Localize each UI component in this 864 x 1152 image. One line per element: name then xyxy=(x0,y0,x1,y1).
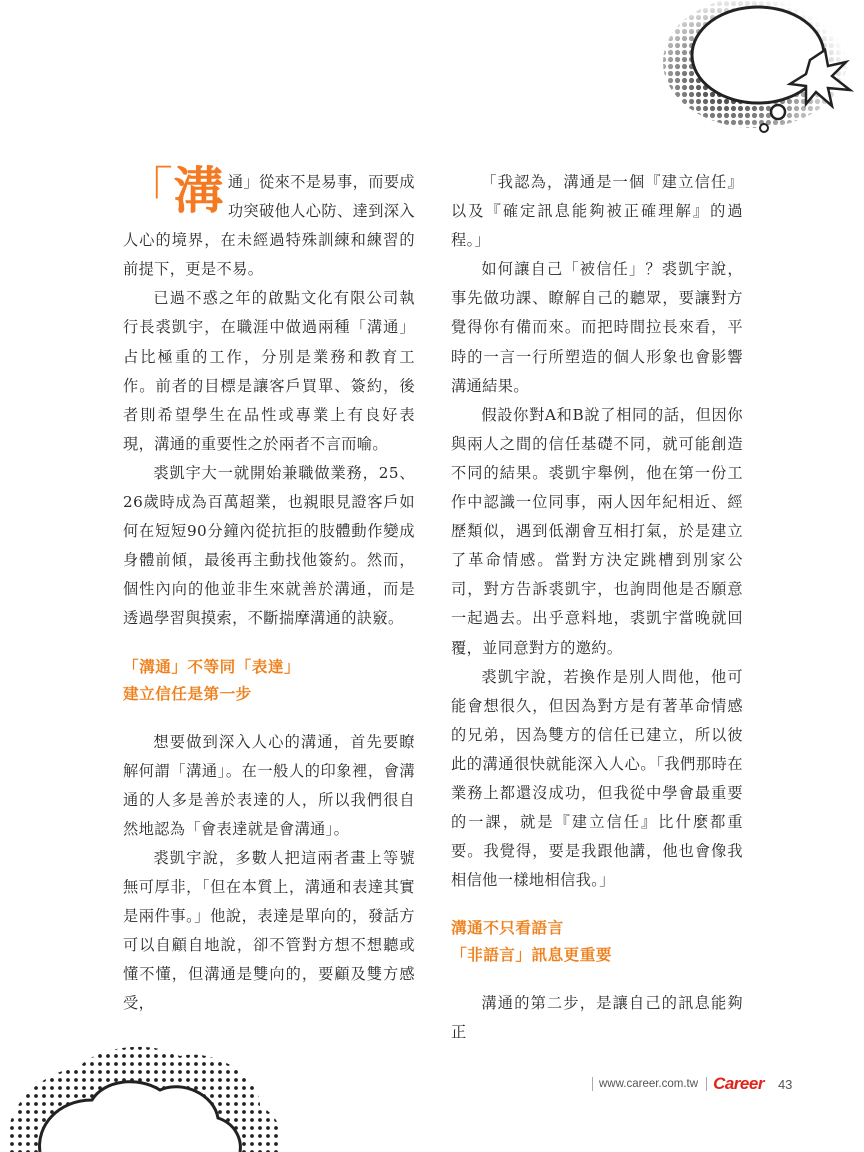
footer-url: www.career.com.tw xyxy=(599,1078,699,1090)
article-paragraph: 溝通的第二步，是讓自己的訊息能夠正 xyxy=(451,994,743,1042)
page-number: 43 xyxy=(777,1076,793,1092)
section-heading-line: 溝通不只看語言 xyxy=(451,919,564,938)
article-paragraph: 想要做到深入人心的溝通，首先要瞭解何謂「溝通」。在一般人的印象裡，會溝通的人多是善於表達的人，所以我們很自然地認為「會表達就是會溝通」。 xyxy=(123,732,415,838)
section-heading-line: 建立信任是第一步 xyxy=(123,684,252,703)
footer-divider xyxy=(592,1077,593,1091)
section-heading xyxy=(451,915,743,969)
article-column-right xyxy=(451,168,743,1048)
article-paragraph: 裘凱宇說，若換作是別人問他，他可能會想很久，但因為對方是有著革命情感的兄弟，因為雙方的信任已建立，所以彼此的溝通很快就能深入人心。「我們那時在業務上都還沒成功，但我從中學會最重要的一課，就是『建立信任』比什麼都重要。我覺得，要是我跟他講，他也會像我相信他一樣地相信我。」 xyxy=(451,667,743,890)
drop-cap: 「溝 xyxy=(123,162,224,220)
article-paragraph: 假設你對A和B說了相同的話，但因你與兩人之間的信任基礎不同，就可能創造不同的結果。裘凱宇舉例，他在第一份工作中認識一位同事，兩人因年紀相近、經歷類似，遇到低潮會互相打氣，於是建立了革命情感。當對方決定跳槽到別家公司，對方告訴裘凱宇，也詢問他是否願意一起過去。出乎意料地，裘凱宇當晚就回覆，並同意對方的邀約。 xyxy=(451,405,743,657)
article-paragraph: 如何讓自己「被信任」？裘凱宇說，事先做功課、瞭解自己的聽眾，要讓對方覺得你有備而來。而把時間拉長來看，平時的一言一行所塑造的個人形象也會影響溝通結果。 xyxy=(451,260,743,395)
cloud-halftone-decoration xyxy=(0,1036,290,1152)
article-paragraph: 「我認為，溝通是一個『建立信任』以及『確定訊息能夠被正確理解』的過程。」 xyxy=(451,173,743,250)
section-heading-line: 「溝通」不等同「表達」 xyxy=(123,657,301,676)
article-paragraph: 裘凱宇大一就開始兼職做業務，25、26歲時成為百萬超業，也親眼見證客戶如何在短短90分鐘內從抗拒的肢體動作變成身體前傾，最後再主動找他簽約。然而，個性內向的他並非生來就善於溝通，而是透過學習與摸索，不斷揣摩溝通的訣竅。 xyxy=(123,463,415,628)
article-paragraph: 「溝 通」從來不是易事，而要成功突破他人心防、達到深入人心的境界，在未經過特殊訓練和練習的前提下，更是不易。 xyxy=(123,162,415,279)
footer-divider xyxy=(706,1077,707,1091)
speech-bubble-halftone-decoration xyxy=(660,0,864,150)
brand-logo: Career xyxy=(713,1074,764,1093)
article-column-left xyxy=(123,162,415,1018)
article-paragraph: 已過不惑之年的啟點文化有限公司執行長裘凱宇，在職涯中做過兩種「溝通」占比極重的工作，分別是業務和教育工作。前者的目標是讓客戶買單、簽約，後者則希望學生在品性或專業上有良好表現，溝通的重要性之於兩者不言而喻。 xyxy=(123,289,415,453)
section-heading-line: 「非語言」訊息更重要 xyxy=(451,946,612,965)
page-footer xyxy=(592,1074,792,1094)
section-heading xyxy=(123,654,415,708)
article-paragraph: 裘凱宇說，多數人把這兩者畫上等號無可厚非，「但在本質上，溝通和表達其實是兩件事。」他說，表達是單向的，發話方可以自顧自地說，卻不管對方想不想聽或懂不懂，但溝通是雙向的，要顧及雙方感受， xyxy=(123,848,415,1013)
